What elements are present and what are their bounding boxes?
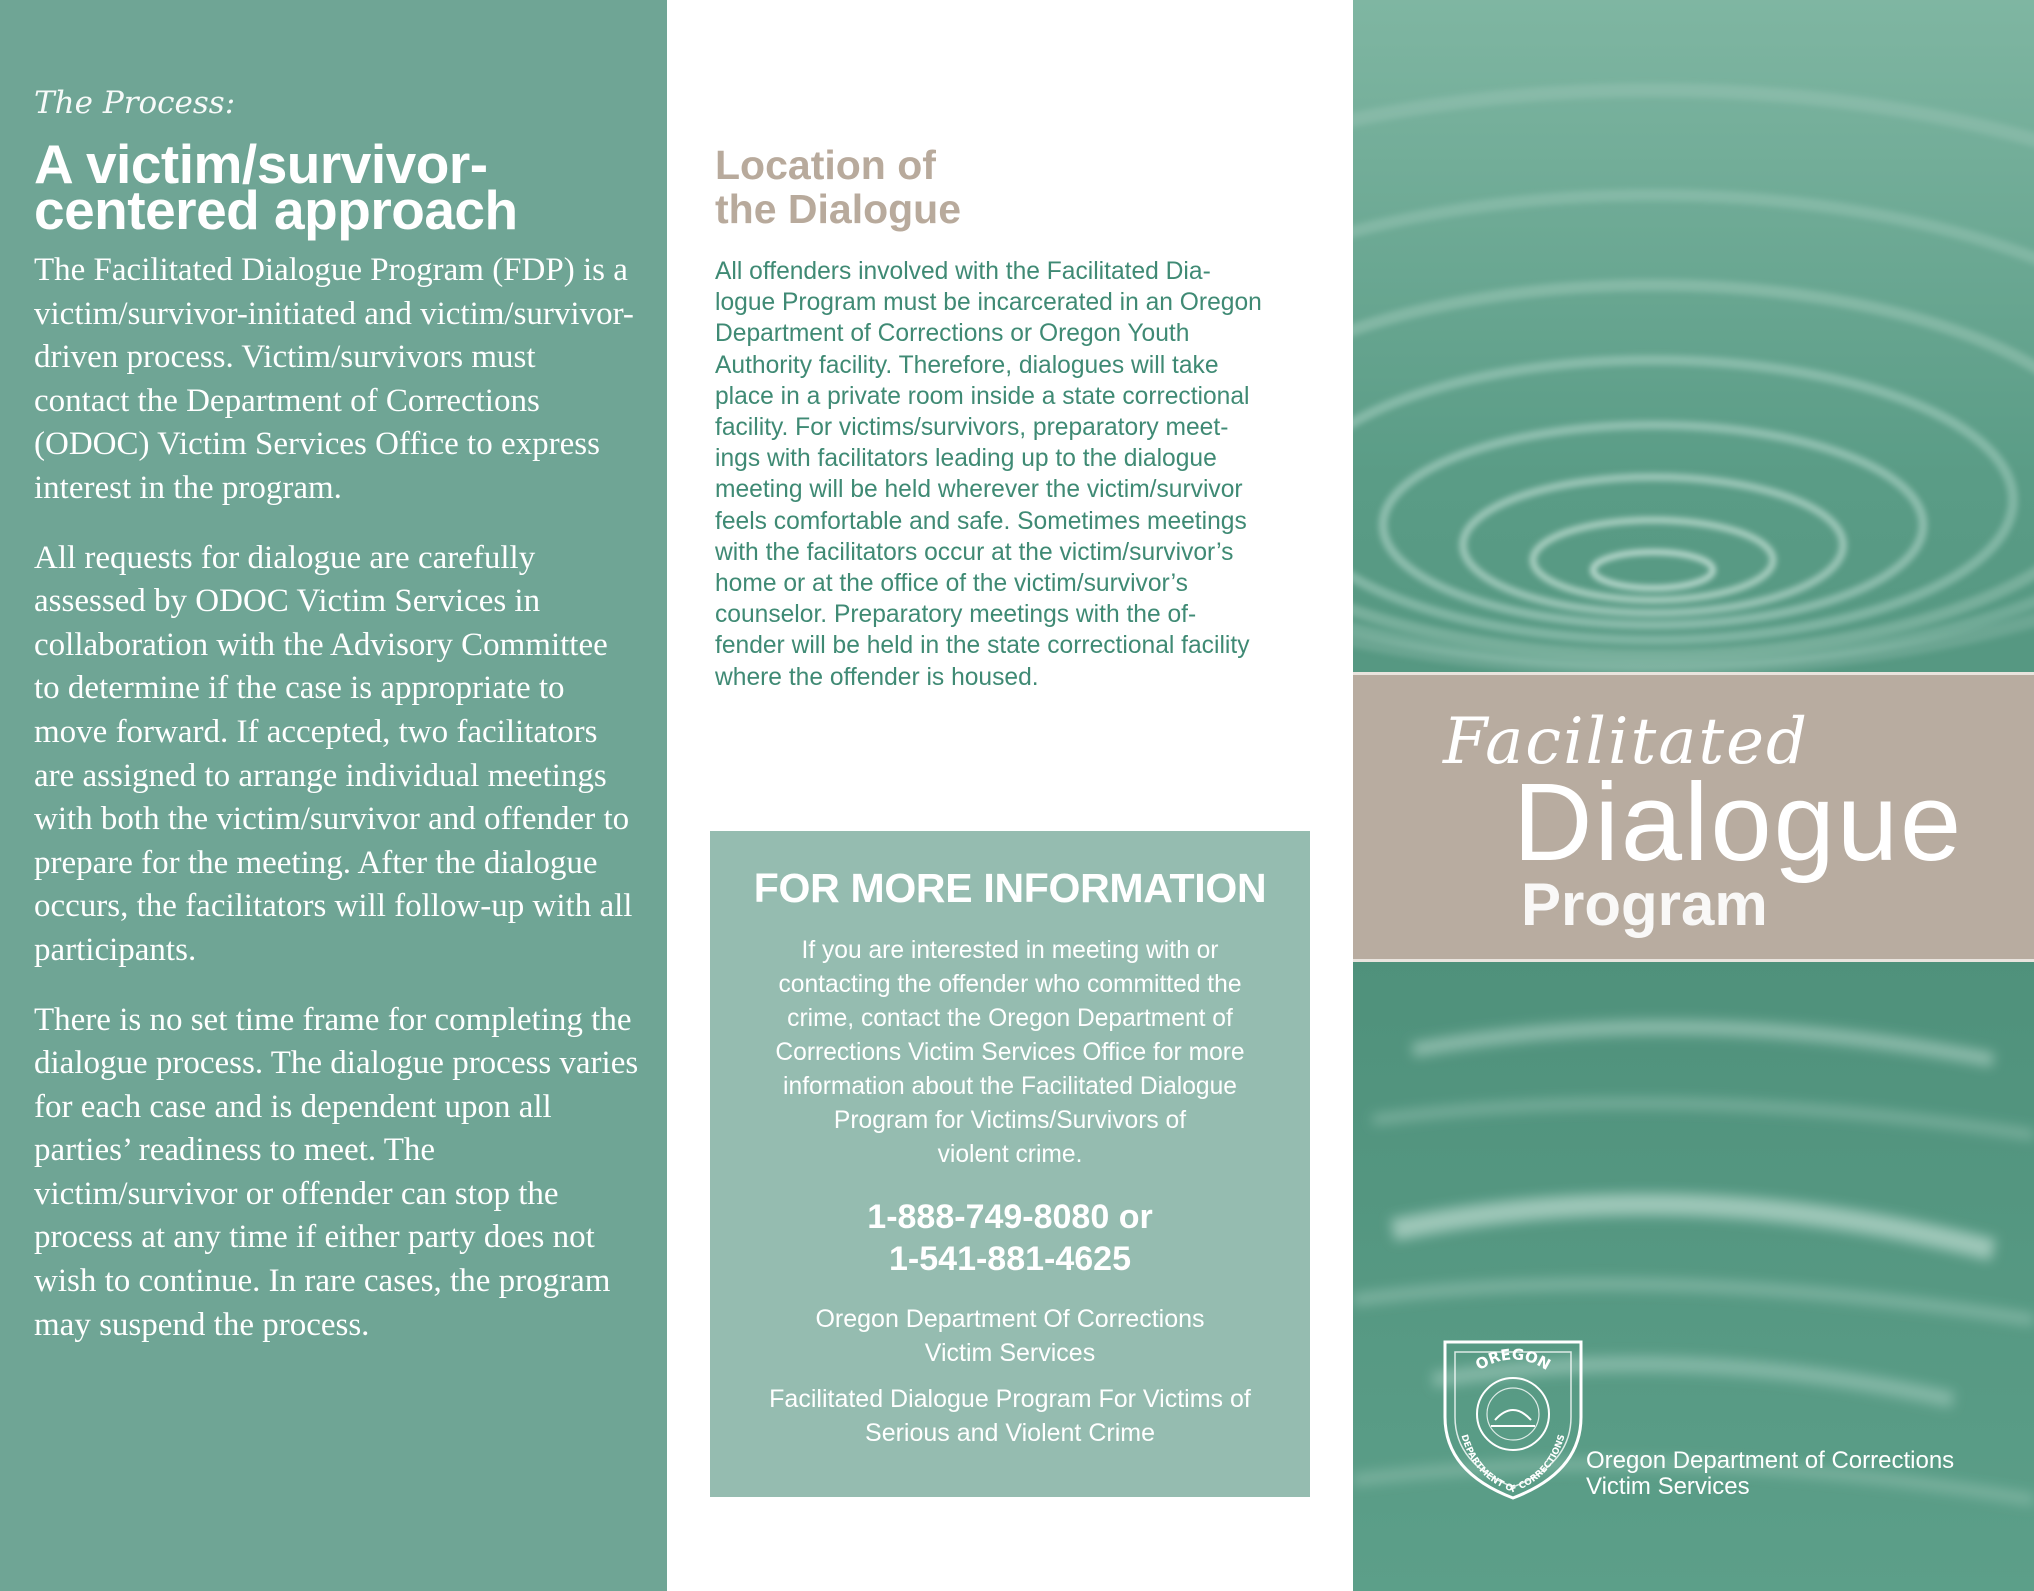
seal-text-bottom: DEPARTMENT OF CORRECTIONS xyxy=(1458,1433,1568,1496)
more-info-title: FOR MORE INFORMATION xyxy=(753,865,1267,911)
title-dialogue: Dialogue xyxy=(1513,761,1964,884)
section-kicker: The Process: xyxy=(34,85,236,121)
more-info-box xyxy=(710,831,1310,1497)
oregon-doc-seal-icon xyxy=(1435,1322,1591,1502)
seal-text-top: OREGON xyxy=(1472,1345,1554,1374)
location-title xyxy=(715,143,1215,231)
more-info-text: If you are interested in meeting with or contacting the offender who committed the crime, contact the Oregon Department of Corrections Victim Services Office for more information about the Facilitated Dialogue Program for Victims/Survivors of violent crime. xyxy=(775,937,1245,1168)
cover-panel xyxy=(1353,0,2034,1591)
phone-numbers: 1-888-749-8080 or 1-541-881-4625 xyxy=(867,1198,1153,1278)
title-band xyxy=(1353,672,2034,962)
title-facilitated: Facilitated xyxy=(1443,705,1809,779)
process-panel xyxy=(0,0,667,1591)
program-name: Facilitated Dialogue Program For Victims of Serious and Violent Crime xyxy=(769,1385,1251,1447)
title-program: Program xyxy=(1521,871,1768,938)
process-paragraph: All requests for dialogue are carefully assessed by ODOC Victim Services in collaboration with the Advisory Committee to determine if the case is appropriate to move forward. If accepted, two facilitators are assigned to arrange individual meetings with both the victim/survivor and offender to prepare for the meeting. After the dialogue occurs, the facilitators will follow-up with all participants. xyxy=(34,539,633,968)
location-panel xyxy=(667,0,1353,1591)
process-paragraph: The Facilitated Dialogue Program (FDP) is a victim/survivor-initiated and victim/survivor-driven process. Victim/survivors must contact the Department of Corrections (ODOC) Victim Services Office to express interest in the program. xyxy=(34,252,634,506)
process-paragraph: There is no set time frame for completing the dialogue process. The dialogue process varies for each case and is dependent upon all parties’ readiness to meet. The victim/survivor or offender can stop the process at any time if either party does not wish to continue. In rare cases, the program may suspend the process. xyxy=(34,1001,639,1343)
location-title-line2: the Dialogue xyxy=(715,186,962,232)
cover-organization: Oregon Department of Corrections Victim Services xyxy=(1586,1447,1955,1500)
location-body: All offenders involved with the Facilitated Dia- logue Program must be incarcerated in an Oregon Department of Corrections or Oregon Youth Authority facility. Therefore, dialogues will take place in a private room inside a state correctional facility. For victims/survivors, preparatory meet- ings with facilitators leading up to the dialogue meeting will be held wherever the victim/survivor feels comfortable and safe. Sometimes meetings with the facilitators occur at the victim/survivor’s home or at the office of the victim/survivor’s counselor. Preparatory meetings with the of- fender will be held in the state correctional facility where the offender is housed. xyxy=(715,258,1262,691)
section-headline: A victim/survivor- centered approach xyxy=(34,133,518,241)
location-title-line1: Location of xyxy=(715,142,936,188)
organization-name: Oregon Department Of Corrections Victim Services xyxy=(815,1305,1205,1367)
svg-text:DEPARTMENT OF CORRECTIONS xyxy=(1458,1433,1567,1495)
svg-text:OREGON xyxy=(1472,1345,1553,1374)
